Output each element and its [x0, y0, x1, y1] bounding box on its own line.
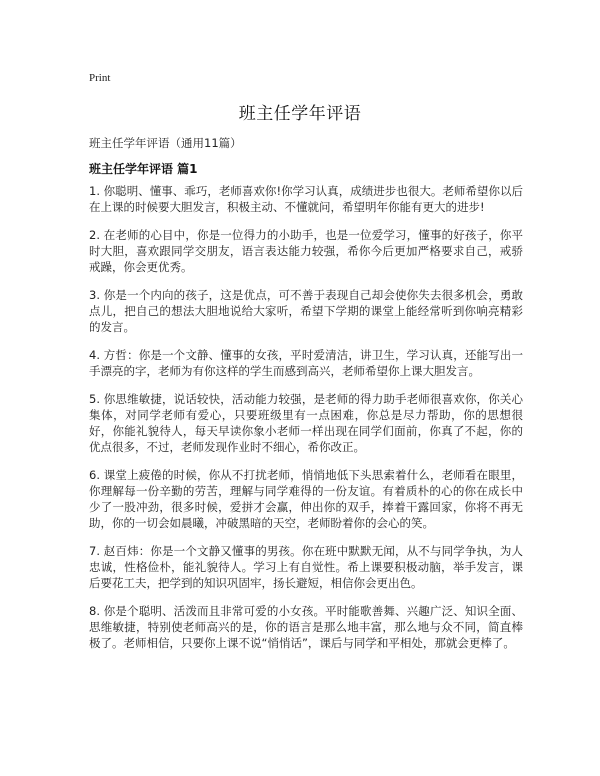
comment-paragraph: 2. 在老师的心目中，你是一位得力的小助手，也是一位爱学习，懂事的好孩子，你平时大胆，喜欢跟同学交朋友，语言表达能力较强，希你今后更加严格要求自己，戒骄戒躁，你会更优秀。 [89, 228, 523, 274]
comment-paragraph: 4. 方哲：你是一个文静、懂事的女孩，平时爱清洁，讲卫生，学习认真，还能写出一手漂亮的字，老师为有你这样的学生而感到高兴，老师希望你上课大胆发言。 [89, 348, 523, 378]
comment-list [89, 183, 523, 663]
comment-paragraph: 3. 你是一个内向的孩子，这是优点，可不善于表现自己却会使你失去很多机会，勇敢点儿，把自己的想法大胆地说给大家听，希望下学期的课堂上能经常听到你响亮精彩的发言。 [89, 288, 523, 334]
print-label: Print [89, 72, 111, 84]
comment-paragraph: 1. 你聪明、懂事、乖巧，老师喜欢你!你学习认真，成绩进步也很大。老师希望你以后在上课的时候要大胆发言，积极主动、不懂就问，希望明年你能有更大的进步! [89, 184, 523, 214]
page-title: 班主任学年评语 [238, 104, 362, 124]
comment-paragraph: 6. 课堂上疲倦的时候，你从不打扰老师，悄悄地低下头思索着什么，老师看在眼里，你理解每一份辛勤的劳苦，理解与同学难得的一份友谊。有着质朴的心的你在成长中少了一股冲劲，很多时候，爱拼才会赢，伸出你的双手，捧着干露回家，你将不再无助，你的一切会如晨曦，冲破黑暗的天空，老师盼着你的会心的笑。 [89, 468, 523, 530]
document-subtitle: 班主任学年评语（通用11篇） [89, 136, 242, 150]
section-heading: 班主任学年评语 篇1 [89, 162, 198, 176]
comment-paragraph: 7. 赵百炜：你是一个文静又懂事的男孩。你在班中默默无闻，从不与同学争执，为人忠诚，性格俭朴，能礼貌待人。学习上有自觉性。希上课要积极动脑，举手发言，课后要花工夫，把学到的知识巩固牢，扬长避短，相信你会更出色。 [89, 544, 523, 590]
comment-paragraph: 8. 你是个聪明、活泼而且非常可爱的小女孩。平时能歌善舞、兴趣广泛、知识全面、思维敏捷，特别使老师高兴的是，你的语言是那么地丰富，那么地与众不同，简直棒极了。老师相信，只要你上课不说“悄悄话”，课后与同学和平相处，那就会更棒了。 [89, 604, 523, 650]
comment-paragraph: 5. 你思维敏捷，说话较快，活动能力较强，是老师的得力助手老师很喜欢你，你关心集体，对同学老师有爱心，只要班级里有一点困难，你总是尽力帮助，你的思想很好，你能礼貌待人，每天早读你象小老师一样出现在同学们面前，你真了不起，你的优点很多，不过，老师发现作业时不细心，希你改正。 [89, 392, 523, 454]
